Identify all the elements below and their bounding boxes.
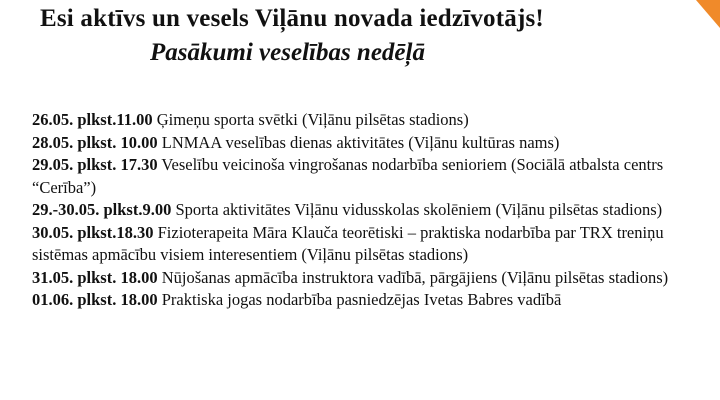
event-date: 26.05. plkst.11.00 bbox=[32, 110, 153, 129]
event-list bbox=[32, 109, 712, 312]
event-item bbox=[32, 154, 712, 199]
event-item bbox=[32, 267, 712, 290]
page-subtitle: Pasākumi veselības nedēļā bbox=[150, 39, 425, 66]
event-date: 28.05. plkst. 10.00 bbox=[32, 132, 158, 152]
event-date: 31.05. plkst. 18.00 bbox=[32, 267, 158, 287]
page-title: Esi aktīvs un vesels Viļānu novada iedzīvotājs! bbox=[40, 5, 544, 32]
orange-corner-decoration bbox=[696, 0, 720, 28]
event-date: 29.05. plkst. 17.30 bbox=[32, 155, 158, 174]
event-date: 01.06. plkst. 18.00 bbox=[32, 290, 158, 309]
event-item bbox=[32, 109, 712, 132]
event-date: 29.-30.05. plkst.9.00 bbox=[32, 200, 172, 219]
event-date: 30.05. plkst.18.30 bbox=[32, 222, 154, 242]
event-item bbox=[32, 199, 712, 222]
event-description: Veselību veicinoša vingrošanas nodarbība senioriem (Sociālā atbalsta centrs “Cerība”) bbox=[32, 155, 664, 197]
event-item bbox=[32, 132, 712, 155]
event-item bbox=[32, 222, 712, 267]
event-item bbox=[32, 289, 712, 312]
event-description: Praktiska jogas nodarbība pasniedzējas Ivetas Babres vadībā bbox=[157, 290, 562, 309]
event-description: Ģimeņu sporta svētki (Viļānu pilsētas stadions) bbox=[152, 110, 469, 129]
event-description: LNMAA veselības dienas aktivitātes (Viļānu kultūras nams) bbox=[157, 132, 560, 152]
event-description: Nūjošanas apmācība instruktora vadībā, pārgājiens (Viļānu pilsētas stadions) bbox=[157, 267, 669, 287]
event-description: Fizioterapeita Māra Klauča teorētiski – praktiska nodarbība par TRX treniņu sistēmas apmācību visiem interesentiem (Viļānu pilsētas stadions) bbox=[32, 222, 664, 264]
event-description: Sporta aktivitātes Viļānu vidusskolas skolēniem (Viļānu pilsētas stadions) bbox=[171, 200, 663, 219]
